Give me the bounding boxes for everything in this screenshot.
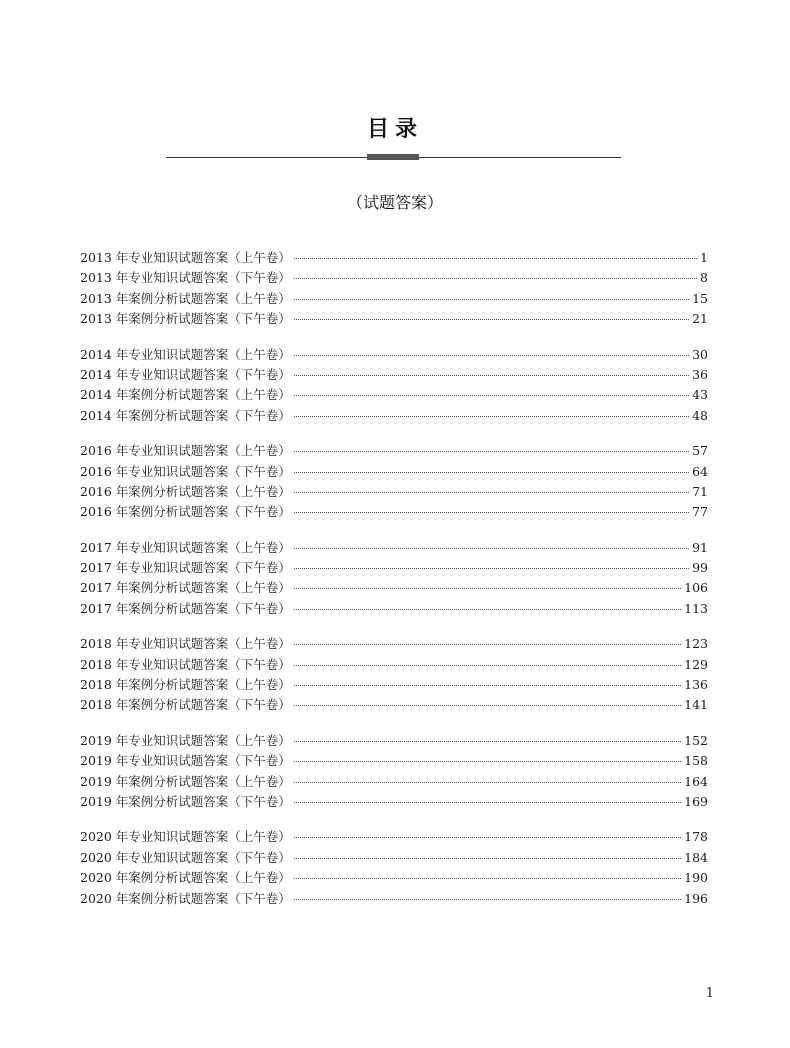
toc-entry[interactable] [80, 695, 708, 715]
toc-entry[interactable] [80, 634, 708, 654]
toc-leader [294, 587, 681, 589]
toc-entry-page: 106 [684, 580, 708, 596]
toc-entry-label: 2017 年专业知识试题答案（上午卷） [80, 539, 291, 555]
toc-entry-label: 2020 年专业知识试题答案（下午卷） [80, 849, 291, 865]
page-title: 目录 [366, 117, 423, 142]
toc-entry-page: 71 [692, 483, 708, 499]
toc-leader [294, 664, 681, 666]
toc-entry-page: 184 [684, 849, 708, 865]
toc-entry-page: 30 [692, 346, 708, 362]
toc-entry[interactable] [80, 751, 708, 771]
toc-entry-label: 2014 年案例分析试题答案（下午卷） [80, 407, 291, 423]
toc-leader [294, 257, 697, 259]
toc-entry-page: 57 [692, 443, 708, 459]
toc-entry-page: 123 [684, 636, 708, 652]
toc-entry[interactable] [80, 731, 708, 751]
toc-entry-page: 178 [684, 829, 708, 845]
toc-leader [294, 836, 681, 838]
toc-entry[interactable] [80, 462, 708, 482]
toc-entry-page: 21 [692, 311, 708, 327]
toc-entry-label: 2016 年案例分析试题答案（下午卷） [80, 504, 291, 520]
toc-leader [294, 608, 681, 610]
toc-leader [294, 877, 681, 879]
toc-entry[interactable] [80, 848, 708, 868]
toc-leader [294, 511, 689, 513]
toc-entry-label: 2014 年专业知识试题答案（上午卷） [80, 346, 291, 362]
toc-entry[interactable] [80, 889, 708, 909]
toc-leader [294, 857, 681, 859]
toc-group-2014 [80, 345, 708, 427]
toc-entry-page: 1 [700, 250, 708, 265]
toc-entry[interactable] [80, 827, 708, 847]
toc-entry-label: 2013 年案例分析试题答案（上午卷） [80, 290, 291, 306]
toc-entry-page: 141 [684, 697, 708, 713]
toc-leader [294, 394, 689, 396]
toc-entry-page: 15 [692, 290, 708, 306]
toc-entry-page: 158 [684, 753, 708, 769]
toc-leader [294, 684, 681, 686]
toc-entry[interactable] [80, 309, 708, 329]
toc-entry[interactable] [80, 558, 708, 578]
toc-entry-page: 113 [684, 600, 708, 616]
toc-entry-label: 2014 年案例分析试题答案（上午卷） [80, 387, 291, 403]
toc-leader [294, 898, 681, 900]
table-of-contents [80, 248, 708, 924]
toc-group-2018 [80, 634, 708, 716]
title-rule-mark [367, 154, 419, 160]
toc-leader [294, 740, 681, 742]
toc-entry-label: 2017 年案例分析试题答案（下午卷） [80, 600, 291, 616]
toc-entry-page: 129 [684, 656, 708, 672]
toc-entry-page: 169 [684, 793, 708, 809]
toc-entry-label: 2017 年案例分析试题答案（上午卷） [80, 580, 291, 596]
toc-entry-label: 2019 年案例分析试题答案（下午卷） [80, 793, 291, 809]
toc-entry[interactable] [80, 248, 708, 268]
toc-leader [294, 354, 689, 356]
toc-entry-page: 77 [692, 504, 708, 520]
toc-leader [294, 760, 681, 762]
toc-entry[interactable] [80, 792, 708, 812]
toc-entry[interactable] [80, 289, 708, 309]
toc-entry[interactable] [80, 599, 708, 619]
toc-entry[interactable] [80, 385, 708, 405]
toc-entry[interactable] [80, 345, 708, 365]
toc-entry-label: 2013 年专业知识试题答案（上午卷） [80, 250, 291, 265]
toc-leader [294, 801, 681, 803]
toc-group-2017 [80, 538, 708, 620]
toc-group-2013 [80, 248, 708, 330]
toc-entry-page: 36 [692, 366, 708, 382]
toc-entry-label: 2018 年案例分析试题答案（下午卷） [80, 697, 291, 713]
toc-leader [294, 471, 689, 473]
toc-leader [294, 643, 681, 645]
toc-entry-label: 2018 年专业知识试题答案（上午卷） [80, 636, 291, 652]
toc-entry-page: 48 [692, 407, 708, 423]
toc-entry-page: 91 [692, 539, 708, 555]
toc-group-2016 [80, 441, 708, 523]
toc-entry-page: 43 [692, 387, 708, 403]
toc-leader [294, 547, 689, 549]
toc-entry[interactable] [80, 502, 708, 522]
toc-leader [294, 491, 689, 493]
toc-entry-label: 2019 年案例分析试题答案（上午卷） [80, 773, 291, 789]
toc-entry-label: 2019 年专业知识试题答案（上午卷） [80, 732, 291, 748]
toc-entry[interactable] [80, 268, 708, 288]
toc-leader [294, 277, 697, 279]
toc-entry-label: 2016 年专业知识试题答案（上午卷） [80, 443, 291, 459]
toc-entry[interactable] [80, 538, 708, 558]
toc-entry-label: 2016 年案例分析试题答案（上午卷） [80, 483, 291, 499]
toc-entry[interactable] [80, 441, 708, 461]
toc-entry-label: 2019 年专业知识试题答案（下午卷） [80, 753, 291, 769]
toc-entry-label: 2020 年专业知识试题答案（上午卷） [80, 829, 291, 845]
toc-entry-page: 99 [692, 560, 708, 576]
page-number: 1 [705, 986, 714, 1001]
toc-leader [294, 318, 689, 320]
toc-leader [294, 704, 681, 706]
toc-entry-page: 196 [684, 890, 708, 906]
toc-entry-label: 2020 年案例分析试题答案（上午卷） [80, 870, 291, 886]
toc-entry-page: 152 [684, 732, 708, 748]
toc-leader [294, 567, 689, 569]
toc-leader [294, 781, 681, 783]
toc-entry[interactable] [80, 406, 708, 426]
toc-group-2020 [80, 827, 708, 909]
toc-entry-page: 64 [692, 463, 708, 479]
toc-entry-label: 2018 年案例分析试题答案（上午卷） [80, 677, 291, 693]
toc-entry[interactable] [80, 365, 708, 385]
toc-group-2019 [80, 731, 708, 813]
toc-leader [294, 415, 689, 417]
toc-entry[interactable] [80, 655, 708, 675]
toc-entry[interactable] [80, 675, 708, 695]
toc-leader [294, 450, 689, 452]
toc-entry-page: 8 [700, 270, 708, 286]
toc-entry[interactable] [80, 578, 708, 598]
toc-entry-label: 2020 年案例分析试题答案（下午卷） [80, 890, 291, 906]
toc-entry[interactable] [80, 868, 708, 888]
toc-entry[interactable] [80, 772, 708, 792]
toc-entry-page: 190 [684, 870, 708, 886]
toc-entry[interactable] [80, 482, 708, 502]
toc-entry-page: 164 [684, 773, 708, 789]
toc-entry-label: 2018 年专业知识试题答案（下午卷） [80, 656, 291, 672]
toc-entry-label: 2017 年专业知识试题答案（下午卷） [80, 560, 291, 576]
toc-entry-label: 2016 年专业知识试题答案（下午卷） [80, 463, 291, 479]
toc-leader [294, 374, 689, 376]
toc-entry-page: 136 [684, 677, 708, 693]
page-subtitle: （试题答案） [346, 193, 443, 212]
toc-leader [294, 298, 689, 300]
toc-entry-label: 2013 年专业知识试题答案（下午卷） [80, 270, 291, 286]
toc-entry-label: 2013 年案例分析试题答案（下午卷） [80, 311, 291, 327]
toc-entry-label: 2014 年专业知识试题答案（下午卷） [80, 366, 291, 382]
